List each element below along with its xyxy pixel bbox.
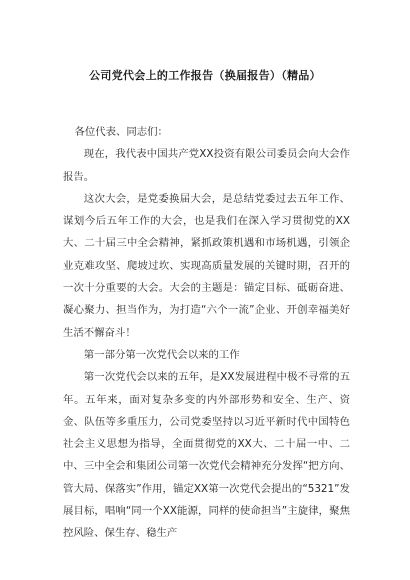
document-title: 公司党代会上的工作报告（换届报告）（精品） — [89, 69, 321, 82]
document-body — [63, 121, 350, 545]
theme-paragraph: 这次大会，是党委换届大会，是总结党委过去五年工作、谋划今后五年工作的大会，也是我们在深入学习贯彻党的XX大、二十届三中全会精神，紧抓政策机遇和市场机遇，引领企业克难攻坚、爬坡过坎、实现高质量发展的关键时期，召开的一次十分重要的大会。大会的主题是：锚定目标、砥砺奋进、凝心聚力、担当作为，为打造“六个一流”企业、开创幸福美好生活不懈奋斗！ — [63, 192, 350, 339]
opening-paragraph: 现在，我代表中国共产党XX投资有限公司委员会向大会作报告。 — [63, 148, 350, 183]
section-heading: 第一部分第一次党代会以来的工作 — [83, 348, 240, 361]
salutation-paragraph: 各位代表、同志们： — [74, 126, 168, 138]
review-paragraph: 第一次党代会以来的五年，是XX发展进程中极不寻常的五年。五年来，面对复杂多变的内外部形势和安全、生产、资金、队伍等多重压力，公司党委坚持以习近平新时代中国特色社会主义思想为指导，全面贯彻党的XX大、二十届一中、二中、三中全会和集团公司第一次党代会精神充分发挥“把方向、管大局、保落实”作用，锚定XX第一次党代会提出的“5321”发展目标，唱响“同一个XX能源，同样的使命担当”主旋律，聚焦控风险、保生存、稳生产 — [63, 371, 350, 540]
